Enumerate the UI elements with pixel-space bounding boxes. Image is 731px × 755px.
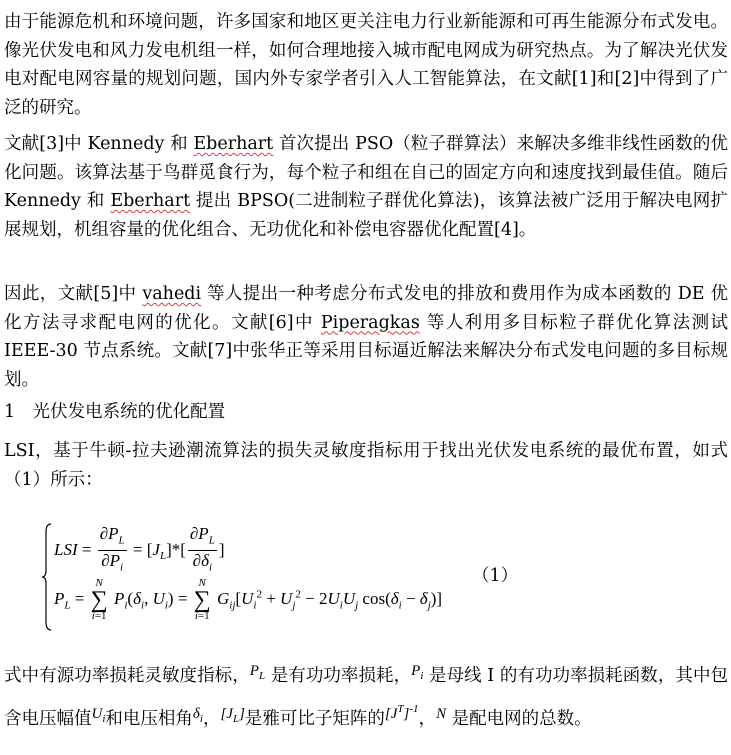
text-segment: ， xyxy=(202,709,221,729)
text-segment: 文献[3]中 Kennedy 和 xyxy=(4,134,194,154)
text-segment: 首次提出 PSO（粒子群算法）来解决多维非线性函数的优化问题。该算法基于鸟群觅食行为，每个粒子和组在自己的固定方向和速度找到最佳值。随后 Kennedy 和 xyxy=(4,134,728,211)
symbol-ui: $U_i$ xyxy=(91,706,106,725)
equation-line-1: LSI = $\frac{\partial P_L}{\partial P_i}$ = $[J_L]*$[ $\frac{\partial P_L}{\partial\delta_i}$ ] xyxy=(54,524,225,574)
text-segment: 等人提出一种考虑分布式发电的排放和费用作为成本函数的 DE 优化方法寻求配电网的优化。文献[6]中 xyxy=(4,284,728,333)
symbol-jl: $[J_L]$ xyxy=(220,706,245,725)
text-segment: 是配电网的总数。 xyxy=(446,709,592,729)
spellcheck-word: vahedi xyxy=(142,284,202,304)
symbol-n: N xyxy=(436,706,447,722)
spellcheck-word: Eberhart xyxy=(110,191,191,211)
section-heading: 1 光伏发电系统的优化配置 xyxy=(4,402,226,422)
text-segment: 因此，文献[5]中 xyxy=(4,284,143,304)
symbol-delta: $\delta_i$ xyxy=(192,706,203,725)
paragraph-de xyxy=(4,280,728,394)
paragraph-lsi: LSI，基于牛顿-拉夫逊潮流算法的损失灵敏度指标用于找出光伏发电系统的最优布置，如式（1）所示： xyxy=(4,441,728,490)
text-segment: 是雅可比子矩阵的 xyxy=(244,709,385,729)
paragraph-definitions xyxy=(4,660,728,742)
left-brace xyxy=(42,522,52,632)
paragraph-pso xyxy=(4,130,728,244)
equation-line-2: $P_L = N$ ∑ i=1 $P_i(\delta_i$, $U_i) = N$ ∑ i=1 $G_{ij}[U_i^2 + U_j^2 - 2U_iU_j$ $\cos(\delta_i - \delta_j)$] xyxy=(54,577,443,622)
equation-number: （1） xyxy=(472,566,519,586)
text-segment: 是母线 I 的有功功率损耗函数，其中包含电压幅值 xyxy=(4,666,729,729)
text-segment: 式中有源功率损耗灵敏度指标， xyxy=(4,666,250,686)
text-segment: 是有功功率损耗， xyxy=(265,666,412,686)
symbol-pl: $P_L$ xyxy=(249,663,266,682)
symbol-jt: $[J^T]^{-1}$ xyxy=(384,703,419,722)
spellcheck-word: Eberhart xyxy=(193,134,274,154)
text-segment: ， xyxy=(418,709,437,729)
text-segment: 提出 BPSO(二进制粒子群优化算法)，该算法被广泛用于解决电网扩展规划，机组容量的优化组合、无功优化和补偿电容器优化配置[4]。 xyxy=(4,191,728,240)
paragraph-intro: 由于能源危机和环境问题，许多国家和地区更关注电力行业新能源和可再生能源分布式发电。像光伏发电和风力发电机组一样，如何合理地接入城市配电网成为研究热点。为了解决光伏发电对配电网容量的规划问题，国内外专家学者引入人工智能算法，在文献[1]和[2]中得到了广泛的研究。 xyxy=(4,12,728,118)
spellcheck-word: Piperagkas xyxy=(320,312,420,333)
text-segment: 等人利用多目标粒子群优化算法测试 IEEE-30 节点系统。文献[7]中张华正等采用目标逼近解法来解决分布式发电问题的多目标规划。 xyxy=(4,312,728,390)
text-segment: 和电压相角 xyxy=(105,709,193,729)
equation-lsi xyxy=(42,522,502,632)
symbol-pi: $P_i$ xyxy=(411,663,424,682)
